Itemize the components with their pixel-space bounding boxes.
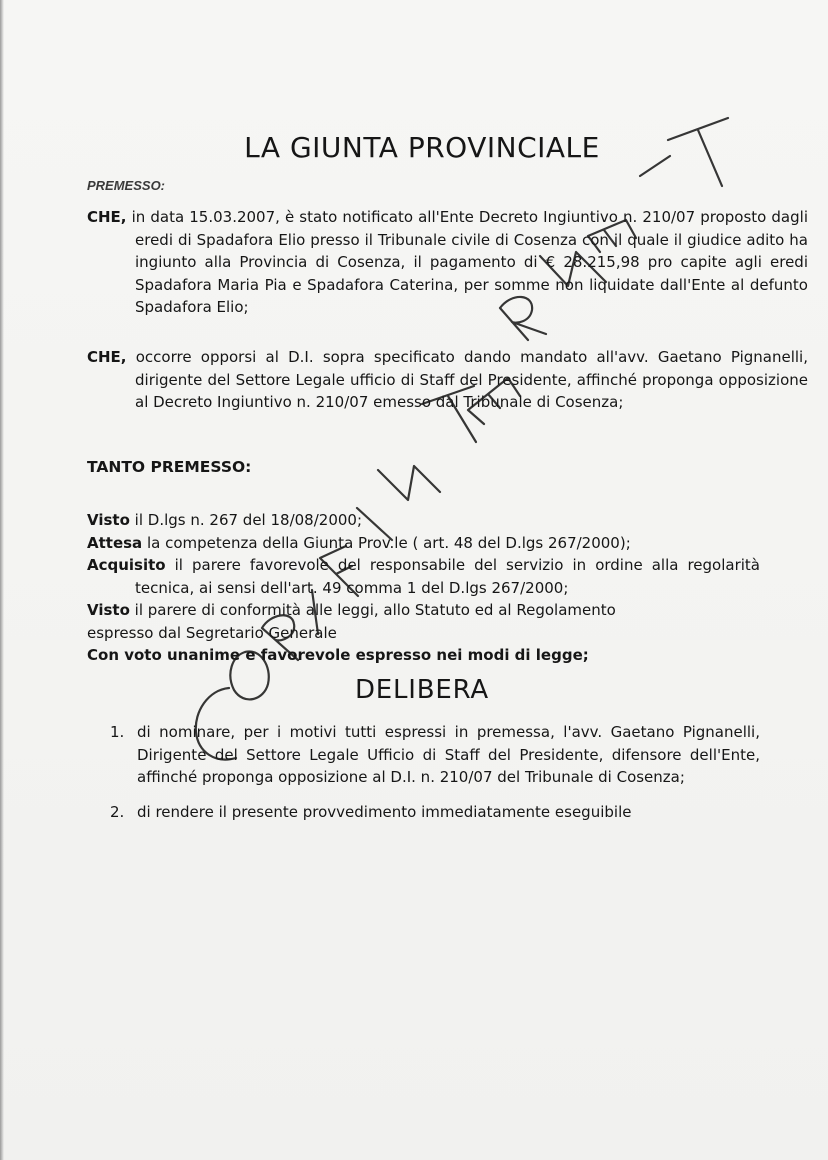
- acquisito-continuation: tecnica, ai sensi dell'art. 49 comma 1 del D.lgs 267/2000;: [135, 578, 569, 597]
- delibera-item-text: di nominare, per i motivi tutti espressi in premessa, l'avv. Gaetano Pignanelli, Dirigente del Settore Legale Ufficio di Staff del Presidente, difensore dell'Ente, affinché proponga opposizione al D.I. n. 210/07 del Tribunale di Cosenza;: [137, 723, 760, 786]
- visto-conformita-text: il parere di conformità alle leggi, allo Statuto ed al Regolamento: [134, 601, 616, 619]
- delibera-item: [110, 801, 760, 824]
- visto-conformita-continuation: espresso dal Segretario Generale: [87, 623, 337, 642]
- che-keyword: CHE,: [87, 208, 127, 226]
- che-text: in data 15.03.2007, è stato notificato all'Ente Decreto Ingiuntivo n. 210/07 proposto dagli eredi di Spadafora Elio presso il Tribunale civile di Cosenza con il quale il giudice adito ha ingiunto alla Provincia di Cosenza, il pagamento di € 28.215,98 pro capite agli eredi Spadafora Maria Pia e Spadafora Caterina, per somme non liquidate dall'Ente al defunto Spadafora Elio;: [131, 208, 808, 316]
- premesso-label: PREMESSO:: [87, 178, 166, 193]
- document-title: LA GIUNTA PROVINCIALE: [244, 131, 600, 164]
- acquisito-text: il parere favorevole del responsabile del servizio in ordine alla regolarità: [174, 556, 760, 574]
- visto-keyword: Visto: [87, 511, 130, 529]
- attesa-text: la competenza della Giunta Prov.le ( art. 48 del D.lgs 267/2000);: [146, 533, 631, 552]
- delibera-item-number: 1.: [110, 723, 125, 741]
- acquisito-keyword: Acquisito: [87, 556, 166, 574]
- visto-keyword: Visto: [87, 601, 130, 619]
- tanto-premesso-heading: TANTO PREMESSO:: [87, 458, 252, 476]
- attesa-line: [87, 532, 760, 555]
- scan-edge-shadow: [0, 0, 4, 1160]
- delibera-item-text: di rendere il presente provvedimento immediatamente eseguibile: [137, 802, 632, 821]
- attesa-keyword: Attesa: [87, 533, 143, 552]
- acquisito-line: [87, 554, 760, 577]
- delibera-item-number: 2.: [110, 802, 125, 821]
- visto-conformita-line: [87, 599, 760, 622]
- delibera-list: [110, 721, 760, 835]
- visto-line: [87, 509, 760, 532]
- che-paragraph-1: [87, 206, 808, 319]
- che-paragraph-2: [87, 346, 808, 414]
- visti-block: [87, 509, 760, 667]
- delibera-heading: DELIBERA: [354, 675, 490, 705]
- che-text: occorre opporsi al D.I. sopra specificato dando mandato all'avv. Gaetano Pignanelli, dirigente del Settore Legale ufficio di Staff del Presidente, affinché proponga opposizione al Decreto Ingiuntivo n. 210/07 emesso dal Tribunale di Cosenza;: [135, 348, 808, 411]
- visto-text: il D.lgs n. 267 del 18/08/2000;: [134, 511, 363, 529]
- delibera-item: [110, 721, 760, 789]
- che-keyword: CHE,: [87, 348, 127, 366]
- voto-line: Con voto unanime e favorevole espresso nei modi di legge;: [87, 646, 589, 664]
